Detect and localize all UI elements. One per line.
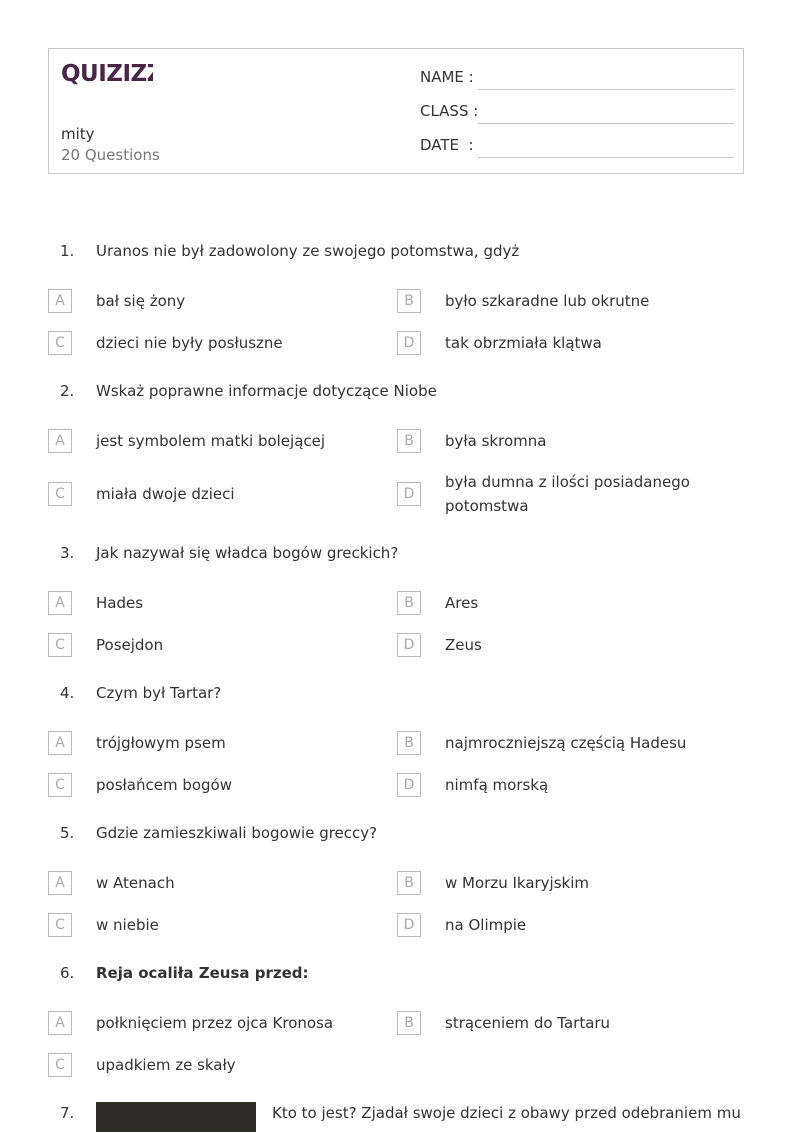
date-line [478,157,734,158]
option-text: połknięciem przez ojca Kronosa [96,1014,334,1032]
option-letter-box: D [397,331,421,355]
option-letter-box: D [397,482,421,506]
option-letter-box: A [48,591,72,615]
question-text: Czym był Tartar? [96,684,222,702]
option-text: Ares [445,594,479,612]
worksheet-header [48,48,744,174]
option-text: nimfą morską [445,776,549,794]
option-text: jest symbolem matki bolejącej [96,432,326,450]
option-text: Posejdon [96,636,164,654]
question-number: 6. [60,964,75,982]
option-text: tak obrzmiała klątwa [445,334,602,352]
option-text: w niebie [96,916,159,934]
question-text: Kto to jest? Zjadał swoje dzieci z obawy przed odebraniem mu [272,1104,741,1122]
option-letter-box: B [397,1011,421,1035]
question-number: 2. [60,382,75,400]
option-text: była dumna z ilości posiadanego potomstwa [445,473,690,515]
date-label: DATE : [420,136,474,154]
option-letter-box: B [397,731,421,755]
worksheet-title: mity [61,125,95,143]
question-text: Reja ocaliła Zeusa przed: [96,964,309,982]
option-text: w Atenach [96,874,175,892]
option-text: upadkiem ze skały [96,1056,236,1074]
option-letter-box: D [397,633,421,657]
option-letter-box: C [48,482,72,506]
option-letter-box: C [48,913,72,937]
option-letter-box: B [397,871,421,895]
option-text: najmroczniejszą częścią Hadesu [445,734,687,752]
class-label: CLASS : [420,102,479,120]
option-text: dzieci nie były posłuszne [96,334,283,352]
option-letter-box: A [48,1011,72,1035]
option-text: miała dwoje dzieci [96,485,235,503]
option-text: posłańcem bogów [96,776,232,794]
question-text: Jak nazywał się władca bogów greckich? [96,544,399,562]
option-letter-box: B [397,591,421,615]
option-letter-box: A [48,429,72,453]
question-number: 1. [60,242,75,260]
option-text: Hades [96,594,144,612]
question-text: Gdzie zamieszkiwali bogowie greccy? [96,824,378,842]
option-text: trójgłowym psem [96,734,226,752]
option-text: Zeus [445,636,482,654]
option-letter-box: A [48,871,72,895]
option-letter-box: C [48,633,72,657]
date-field[interactable] [420,136,734,158]
question-number: 7. [60,1104,75,1122]
option-text: bał się żony [96,292,186,310]
option-letter-box: A [48,289,72,313]
option-text: była skromna [445,432,547,450]
option-letter-box: B [397,429,421,453]
option-letter-box: D [397,913,421,937]
name-field[interactable] [420,68,734,90]
question-number: 4. [60,684,75,702]
option-text: było szkaradne lub okrutne [445,292,650,310]
name-line [478,89,734,90]
question-number: 3. [60,544,75,562]
question-count: 20 Questions [61,146,160,164]
question-text: Wskaż poprawne informacje dotyczące Niobe [96,382,437,400]
name-label: NAME : [420,68,474,86]
question-image [96,1102,256,1132]
question-number: 5. [60,824,75,842]
option-text: strąceniem do Tartaru [445,1014,611,1032]
option-letter-box: C [48,331,72,355]
class-field[interactable] [420,102,734,124]
quizizz-logo [61,59,153,91]
option-text: w Morzu Ikaryjskim [445,874,590,892]
option-letter-box: B [397,289,421,313]
svg-text:QUIZIZZ: QUIZIZZ [61,61,153,87]
option-text: na Olimpie [445,916,527,934]
option-letter-box: C [48,1053,72,1077]
option-letter-box: D [397,773,421,797]
option-letter-box: A [48,731,72,755]
option-letter-box: C [48,773,72,797]
class-line [478,123,734,124]
question-text: Uranos nie był zadowolony ze swojego potomstwa, gdyż [96,242,520,260]
